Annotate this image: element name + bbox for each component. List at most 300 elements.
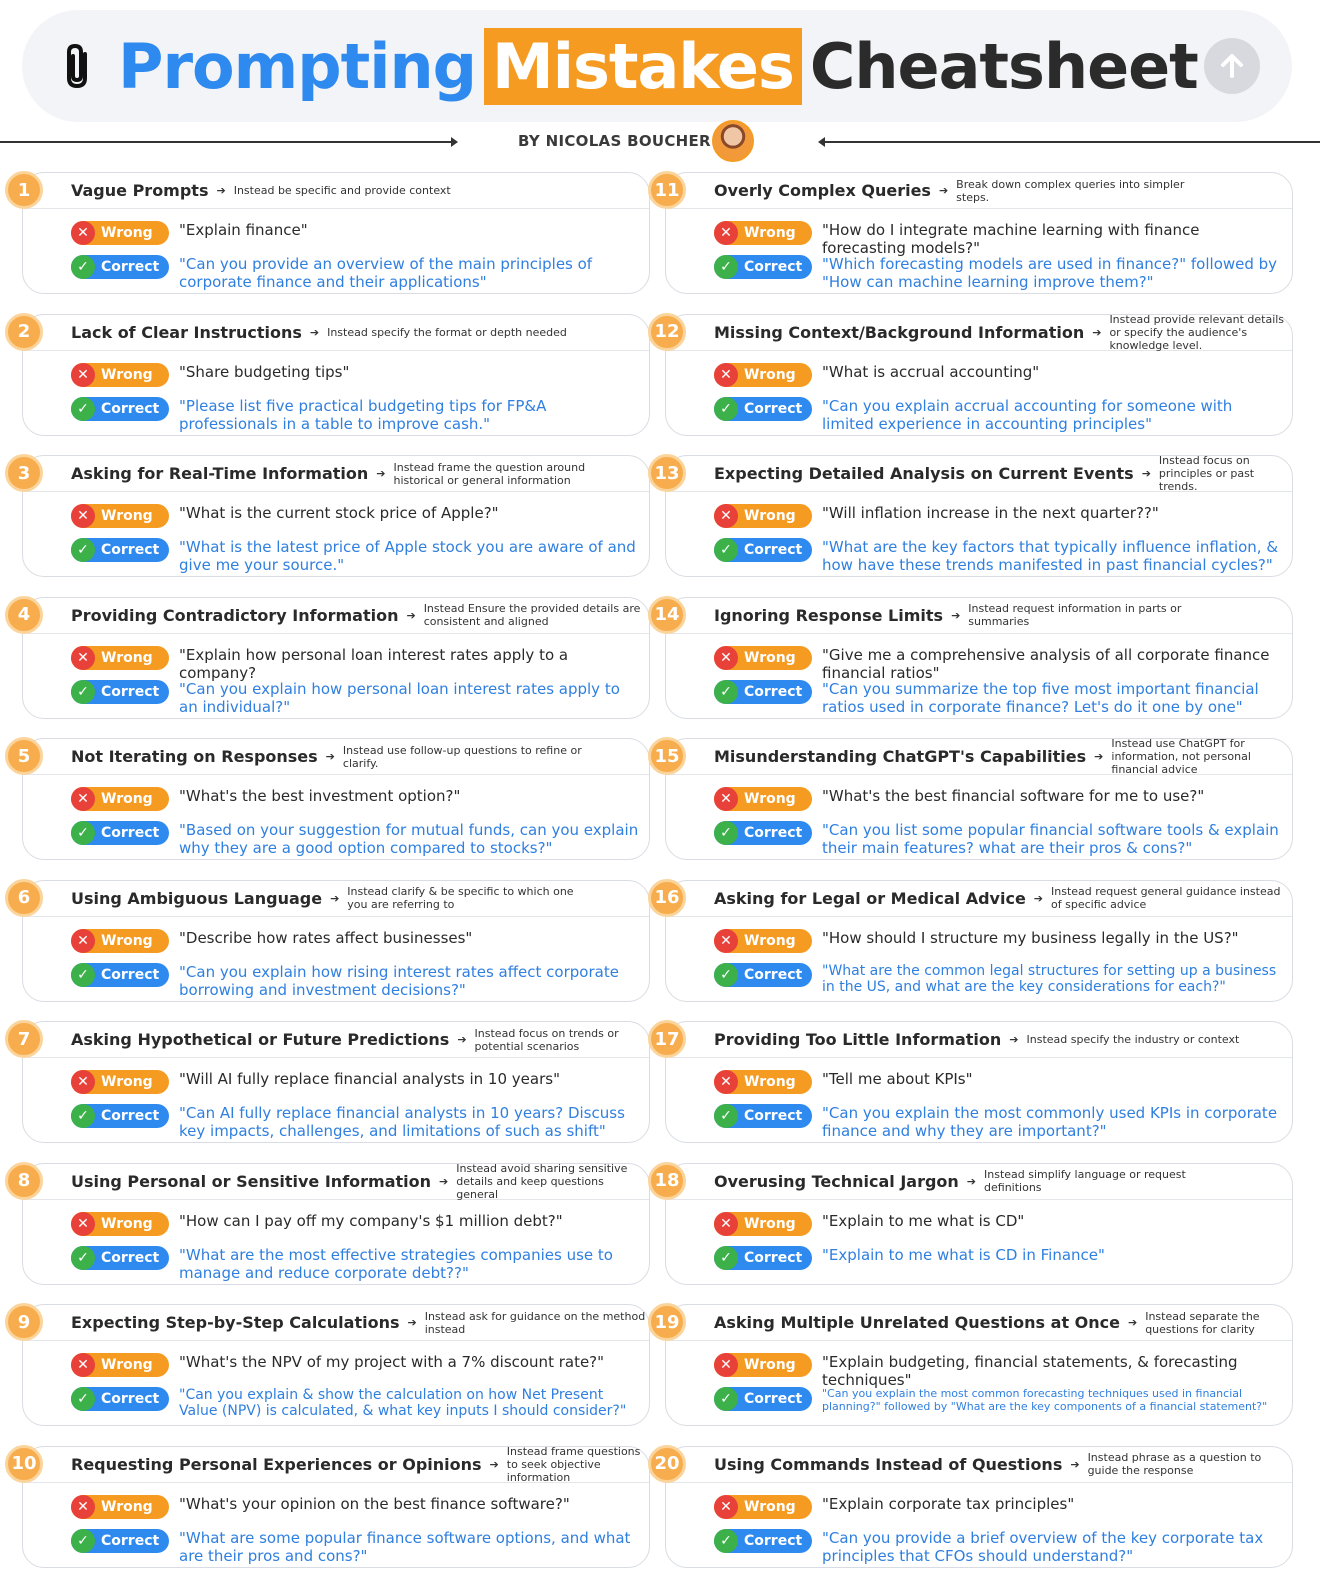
correct-label: Correct [101,1391,160,1407]
wrong-label: Wrong [101,1215,153,1232]
correct-badge [714,680,812,704]
wrong-label: Wrong [744,1215,796,1232]
correct-badge [714,963,812,987]
mistake-card [654,1163,1293,1285]
card-number: 8 [5,1162,43,1200]
check-icon: ✓ [714,821,738,845]
x-icon: ✕ [71,1070,95,1094]
divider-left [0,141,456,143]
correct-row [71,1529,639,1565]
correct-row [71,1387,639,1419]
wrong-label: Wrong [744,1357,796,1373]
card-header [654,173,1292,209]
card-tip: Instead focus on trends or potential scenarios [474,1026,619,1053]
correct-row [714,1104,1282,1140]
mistake-card [654,597,1293,719]
correct-row [714,821,1282,857]
wrong-row [714,363,1039,387]
mistake-card [654,737,1293,860]
correct-badge [71,1529,169,1553]
card-header [654,454,1292,493]
correct-label: Correct [744,825,803,841]
correct-badge [714,1104,812,1128]
card-header [654,737,1292,776]
correct-row [71,538,639,574]
card-title: Asking Multiple Unrelated Questions at Once [714,1313,1120,1332]
correct-badge [714,1246,812,1270]
correct-example: "Can you summarize the top five most important financial ratios used in corporate finance? Let's do it one by one" [822,679,1259,716]
x-icon: ✕ [714,504,738,528]
arrow-icon: ➔ [1141,467,1151,480]
correct-example: "Can you explain & show the calculation on how Net Present Value (NPV) is calculated, & what key inputs I should consider?" [179,1387,627,1419]
wrong-badge [71,646,169,670]
correct-label: Correct [744,1108,803,1124]
card-tip: Instead frame questions to seek objective information [506,1444,641,1484]
correct-badge [71,397,169,421]
correct-row [71,1246,639,1282]
card-title: Lack of Clear Instructions [71,322,302,342]
wrong-row [714,929,1239,953]
mistake-card [17,880,650,1002]
card-header [17,1022,649,1058]
card-title: Ignoring Response Limits [714,605,944,625]
x-icon: ✕ [714,646,738,670]
correct-row [714,1387,1282,1413]
correct-row [714,255,1282,291]
card-header [654,1305,1292,1341]
x-icon: ✕ [714,1070,738,1094]
card-title: Using Ambiguous Language [71,888,323,908]
wrong-example: "What's the best investment option?" [179,787,461,805]
card-header [11,1444,649,1484]
card-header [654,312,1292,352]
card-title: Using Personal or Sensitive Information [71,1171,432,1191]
correct-badge [714,538,812,562]
correct-badge [71,538,169,562]
correct-row [71,821,639,857]
mistake-card [17,314,650,436]
card-title: Overly Complex Queries [714,181,931,200]
correct-example: "What are the most effective strategies companies use to manage and reduce corporate debt??" [179,1245,613,1282]
wrong-badge [714,504,812,528]
correct-example: "Can you explain the most common forecasting techniques used in financial planning?" followed by "What are the key components of a financial statement?" [822,1387,1268,1413]
wrong-row [714,1495,1074,1519]
check-icon: ✓ [71,1104,95,1128]
byline: BY NICOLAS BOUCHER [518,132,711,150]
wrong-row [714,1070,973,1094]
card-title: Asking for Legal or Medical Advice [714,888,1026,908]
card-number: 20 [648,1445,686,1483]
wrong-label: Wrong [744,1498,796,1515]
arrow-icon: ➔ [325,750,335,763]
correct-badge [714,397,812,421]
mistake-card [17,738,650,860]
correct-example: "Can AI fully replace financial analysts in 10 years? Discuss key impacts, challenges, and limitations of such as shift" [179,1104,625,1140]
correct-example: "Which forecasting models are used in finance?" followed by "How can machine learning improve them?" [822,255,1278,291]
correct-example: "What is the latest price of Apple stock you are aware of and give me your source." [179,538,636,574]
x-icon: ✕ [71,504,95,528]
wrong-example: "Explain budgeting, financial statements, & forecasting techniques" [822,1353,1238,1389]
check-icon: ✓ [714,255,738,279]
correct-example: "Can you explain accrual accounting for someone with limited experience in accounting principles" [822,396,1233,433]
x-icon: ✕ [71,221,95,245]
card-number: 14 [648,596,686,634]
correct-row [714,397,1282,433]
x-icon: ✕ [71,1495,95,1519]
title-prompting: Prompting [118,29,477,103]
correct-label: Correct [101,683,160,700]
correct-label: Correct [744,1249,803,1266]
x-icon: ✕ [71,929,95,953]
card-tip: Instead be specific and provide context [233,184,451,197]
card-tip: Instead ask for guidance on the method instead [424,1309,646,1336]
correct-row [714,538,1282,574]
card-tip: Instead provide relevant details or specify the audience's knowledge level. [1109,312,1285,352]
byline-row [0,118,1320,166]
correct-example: "Please list five practical budgeting tips for FP&A professionals in a table to improve cash." [179,396,547,433]
correct-row [71,1104,639,1140]
card-header [654,1447,1292,1483]
title-mistakes: Mistakes [484,28,802,105]
x-icon: ✕ [714,221,738,245]
card-title: Expecting Step-by-Step Calculations [71,1313,400,1332]
arrow-icon: ➔ [439,1174,449,1188]
wrong-label: Wrong [744,366,796,383]
arrow-icon: ➔ [1127,1316,1138,1329]
card-tip: Instead avoid sharing sensitive details and keep questions general [456,1161,628,1201]
card-number: 1 [5,171,43,209]
correct-badge [71,1387,169,1411]
mistake-card [654,880,1293,1002]
check-icon: ✓ [71,397,95,421]
paperclip-icon [58,40,98,92]
arrow-icon: ➔ [951,608,961,622]
wrong-row [714,1353,1282,1389]
check-icon: ✓ [71,1529,95,1553]
card-tip: Instead phrase as a question to guide the response [1087,1451,1262,1477]
card-number: 12 [648,313,686,351]
wrong-example: "What's your opinion on the best finance software?" [179,1494,570,1513]
correct-badge [71,255,169,279]
wrong-badge [714,1070,812,1094]
wrong-label: Wrong [744,649,796,666]
wrong-label: Wrong [101,1498,153,1515]
mistake-card [11,1444,650,1568]
correct-example: "Can you explain how personal loan interest rates apply to an individual?" [179,679,620,716]
correct-example: "Can you explain the most commonly used KPIs in corporate finance and why they are important?" [822,1104,1278,1140]
wrong-label: Wrong [101,932,153,949]
correct-label: Correct [101,542,160,558]
x-icon: ✕ [71,363,95,387]
correct-row [714,680,1282,716]
card-tip: Instead use follow-up questions to refine or clarify. [342,743,582,770]
card-number: 4 [5,596,43,634]
card-number: 10 [5,1445,43,1483]
wrong-row [71,221,308,245]
wrong-badge [714,1353,812,1377]
wrong-row [71,646,639,682]
card-number: 9 [5,1303,43,1341]
correct-row [714,963,1282,995]
wrong-row [71,504,499,528]
mistake-card [654,1446,1293,1568]
card-title: Using Commands Instead of Questions [714,1454,1063,1474]
wrong-label: Wrong [744,932,796,949]
check-icon: ✓ [71,963,95,987]
wrong-label: Wrong [101,1074,153,1090]
x-icon: ✕ [714,1212,738,1236]
arrow-icon: ➔ [457,1033,467,1046]
card-header [17,598,649,634]
arrow-icon: ➔ [216,184,226,197]
card-number: 15 [648,737,686,775]
card-header [654,598,1292,634]
correct-row [71,963,639,999]
correct-example: "What are some popular finance software options, and what are their pros and cons?" [179,1528,631,1565]
wrong-example: "What is the current stock price of Apple?" [179,504,499,522]
correct-label: Correct [744,400,803,417]
check-icon: ✓ [71,538,95,562]
card-title: Providing Contradictory Information [71,605,399,625]
correct-badge [71,1246,169,1270]
check-icon: ✓ [714,1246,738,1270]
wrong-label: Wrong [744,508,796,524]
wrong-row [714,1212,1024,1236]
wrong-label: Wrong [744,225,796,241]
x-icon: ✕ [714,929,738,953]
check-icon: ✓ [71,1246,95,1270]
card-title: Misunderstanding ChatGPT's Capabilities [714,747,1087,766]
wrong-badge [71,504,169,528]
correct-example: "Based on your suggestion for mutual funds, can you explain why they are a good option compared to stocks?" [179,821,639,857]
card-header [17,456,649,492]
mistake-card [654,1304,1293,1426]
card-title: Asking for Real-Time Information [71,464,369,483]
correct-label: Correct [744,1532,803,1549]
card-header [654,881,1292,917]
card-tip: Instead Ensure the provided details are consistent and aligned [423,602,641,628]
card-number: 16 [648,879,686,917]
card-tip: Instead request general guidance instead of specific advice [1051,885,1281,911]
correct-badge [71,821,169,845]
card-tip: Instead use ChatGPT for information, not personal financial advice [1111,737,1251,776]
mistake-card [654,172,1293,294]
check-icon: ✓ [71,680,95,704]
correct-badge [714,255,812,279]
correct-label: Correct [744,1391,803,1407]
card-number: 17 [648,1020,686,1058]
wrong-example: "What is accrual accounting" [822,362,1040,381]
card-title: Overusing Technical Jargon [714,1171,959,1191]
arrow-icon: ➔ [1009,1033,1019,1046]
card-header [17,881,649,917]
card-header [17,315,649,351]
wrong-row [71,787,460,811]
wrong-row [71,929,472,953]
correct-row [71,397,639,433]
wrong-row [714,787,1204,811]
arrow-icon: ➔ [1092,325,1102,339]
wrong-example: "Give me a comprehensive analysis of all corporate finance financial ratios" [822,645,1270,682]
wrong-label: Wrong [744,791,796,807]
wrong-label: Wrong [101,225,153,241]
x-icon: ✕ [71,787,95,811]
mistake-card [17,172,650,294]
correct-label: Correct [101,1532,160,1549]
card-title: Providing Too Little Information [714,1030,1002,1049]
check-icon: ✓ [714,538,738,562]
correct-example: "Can you explain how rising interest rates affect corporate borrowing and investment decisions?" [179,962,619,999]
correct-example: "Can you provide an overview of the main principles of corporate finance and their applications" [179,255,593,291]
page-title [118,26,1198,106]
correct-example: "What are the key factors that typically influence inflation, & how have these trends manifested in past financial cycles?" [822,538,1279,574]
arrow-icon: ➔ [938,184,949,197]
wrong-badge [714,363,812,387]
correct-label: Correct [101,825,160,841]
mistake-card [654,312,1293,436]
correct-label: Correct [744,542,803,558]
wrong-row [714,646,1282,682]
mistake-card [17,455,650,577]
card-title: Asking Hypothetical or Future Predictions [71,1030,450,1049]
correct-label: Correct [101,400,160,417]
card-title: Expecting Detailed Analysis on Current Events [714,464,1134,483]
check-icon: ✓ [71,1387,95,1411]
wrong-example: "Describe how rates affect businesses" [179,928,473,947]
card-number: 11 [648,171,686,209]
wrong-badge [714,787,812,811]
wrong-label: Wrong [101,366,153,383]
correct-badge [714,821,812,845]
wrong-example: "Explain how personal loan interest rates apply to a company? [179,645,569,682]
card-header [654,1164,1292,1200]
arrow-icon: ➔ [1033,891,1044,905]
wrong-row [71,1495,570,1519]
card-header [17,173,649,209]
wrong-label: Wrong [744,1074,796,1090]
correct-badge [714,1387,812,1411]
card-tip: Instead separate the questions for clarity [1145,1309,1260,1336]
correct-label: Correct [744,683,803,700]
card-tip: Instead specify the industry or context [1026,1033,1240,1046]
wrong-example: "How should I structure my business legally in the US?" [822,928,1239,947]
arrow-icon: ➔ [1070,1457,1080,1471]
wrong-badge [714,1495,812,1519]
card-title: Vague Prompts [71,181,209,200]
check-icon: ✓ [714,1387,738,1411]
wrong-badge [71,363,169,387]
correct-example: "Explain to me what is CD in Finance" [822,1245,1105,1264]
card-header [17,1161,649,1201]
wrong-row [71,363,349,387]
correct-example: "Can you provide a brief overview of the key corporate tax principles that CFOs should understand?" [822,1528,1264,1565]
mistake-card [654,1021,1293,1143]
scroll-up-button[interactable] [1204,38,1260,94]
card-number: 2 [5,313,43,351]
wrong-example: "What's the NPV of my project with a 7% discount rate?" [179,1353,605,1371]
wrong-badge [714,1212,812,1236]
card-title: Requesting Personal Experiences or Opinions [71,1454,482,1474]
wrong-badge [71,1495,169,1519]
mistake-card [17,1021,650,1143]
wrong-row [71,1353,604,1377]
mistake-card [17,1161,650,1285]
card-number: 18 [648,1162,686,1200]
correct-example: "Can you list some popular financial software tools & explain their main features? what are their pros & cons?" [822,821,1279,857]
card-tip: Instead focus on principles or past trends. [1158,454,1255,493]
wrong-badge [71,1212,169,1236]
card-header [17,739,649,775]
arrow-icon: ➔ [407,1316,417,1329]
correct-example: "What are the common legal structures for setting up a business in the US, and what are the key considerations for each?" [822,962,1277,995]
x-icon: ✕ [714,1353,738,1377]
arrow-up-icon [1217,51,1247,81]
correct-label: Correct [744,259,803,275]
arrow-icon: ➔ [406,608,416,622]
card-tip: Instead frame the question around historical or general information [393,460,586,487]
x-icon: ✕ [71,1353,95,1377]
correct-badge [71,680,169,704]
correct-row [714,1529,1282,1565]
card-number: 6 [5,879,43,917]
card-tip: Break down complex queries into simpler steps. [956,177,1185,204]
card-header [654,1022,1292,1058]
wrong-badge [71,1353,169,1377]
correct-row [71,255,639,291]
wrong-example: "What's the best financial software for me to use?" [822,787,1205,805]
correct-badge [71,963,169,987]
wrong-example: "Explain corporate tax principles" [822,1494,1075,1513]
correct-label: Correct [101,1108,160,1124]
card-tip: Instead request information in parts or summaries [968,602,1182,628]
wrong-badge [714,646,812,670]
correct-row [714,1246,1105,1270]
arrow-icon: ➔ [966,1174,977,1188]
mistake-card [17,1304,650,1426]
wrong-badge [71,787,169,811]
mistake-card [17,597,650,719]
wrong-badge [71,1070,169,1094]
wrong-example: "How can I pay off my company's $1 million debt?" [179,1211,563,1230]
card-tip: Instead simplify language or request definitions [984,1168,1186,1194]
wrong-label: Wrong [101,791,153,807]
mistake-card [654,454,1293,577]
card-number: 13 [648,454,686,492]
wrong-row [714,504,1159,528]
wrong-row [71,1212,563,1236]
x-icon: ✕ [714,363,738,387]
arrow-icon: ➔ [330,891,340,905]
check-icon: ✓ [714,397,738,421]
correct-row [71,680,639,716]
arrow-icon: ➔ [309,325,320,339]
x-icon: ✕ [71,1212,95,1236]
wrong-example: "Share budgeting tips" [179,362,350,381]
correct-label: Correct [101,966,160,983]
wrong-example: "Will inflation increase in the next quarter??" [822,504,1159,522]
correct-badge [71,1104,169,1128]
check-icon: ✓ [714,963,738,987]
arrow-icon: ➔ [1094,750,1104,763]
card-number: 19 [648,1303,686,1341]
check-icon: ✓ [71,821,95,845]
x-icon: ✕ [714,787,738,811]
card-number: 5 [5,737,43,775]
wrong-example: "Explain finance" [179,221,308,239]
arrow-icon: ➔ [376,467,386,480]
card-tip: Instead specify the format or depth needed [327,325,567,339]
wrong-row [71,1070,560,1094]
